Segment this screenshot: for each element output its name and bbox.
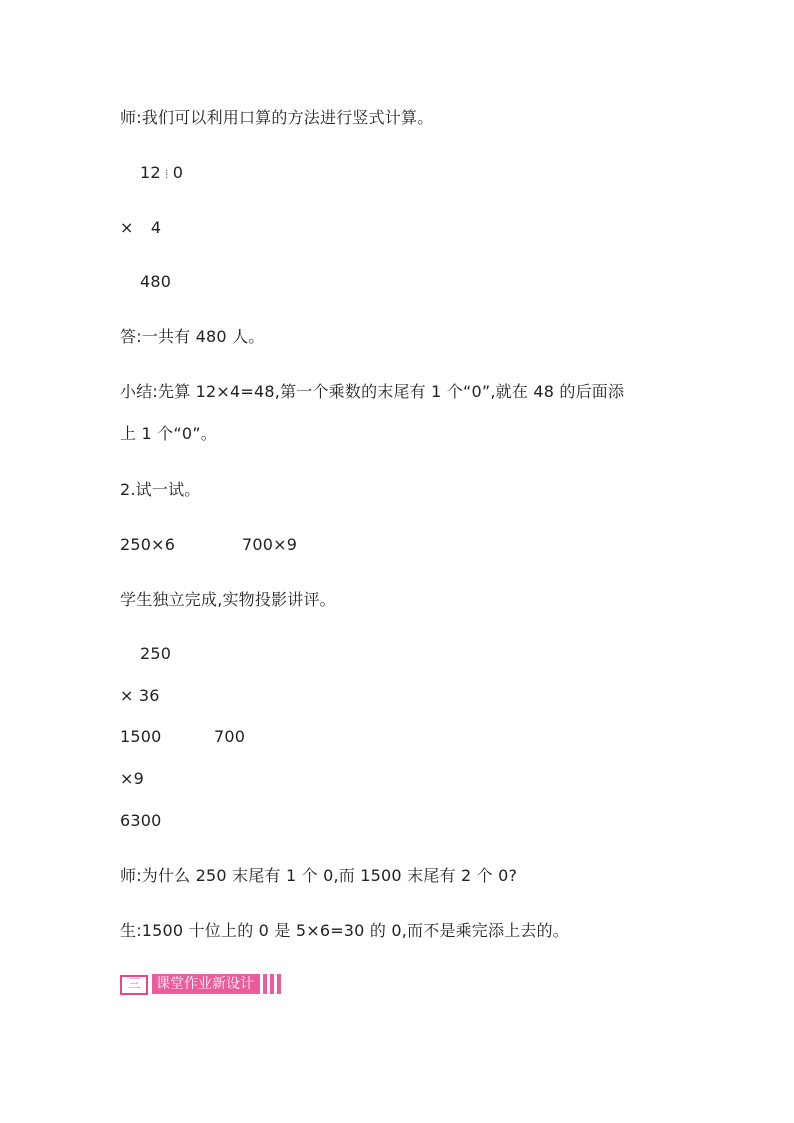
answer-line: 答:一共有 480 人。 xyxy=(120,327,265,346)
section-title: 课堂作业新设计 xyxy=(152,974,260,994)
summary-line-1: 小结:先算 12×4=48,第一个乘数的末尾有 1 个“0”,就在 48 的后面添 xyxy=(120,382,625,401)
banner-stripe xyxy=(263,974,267,994)
summary-line-2: 上 1 个“0”。 xyxy=(120,424,217,443)
try-exercise-1: 250×6 xyxy=(120,535,176,554)
vertical-calc-1-result: 480 xyxy=(140,272,172,291)
calc1-zero: 0 xyxy=(172,163,184,182)
teacher-statement: 师:我们可以利用口算的方法进行竖式计算。 xyxy=(120,108,434,127)
banner-stripe xyxy=(277,974,281,994)
calc1-digits: 12 xyxy=(140,163,161,182)
banner-stripe xyxy=(270,974,274,994)
vertical-calc-3-result: 6300 xyxy=(120,811,162,830)
vertical-calc-3-top: 700 xyxy=(214,727,246,746)
vertical-calc-2-multiplier: × 36 xyxy=(120,686,160,705)
dotted-separator: ⁞ xyxy=(164,167,169,181)
students-note: 学生独立完成,实物投影讲评。 xyxy=(120,590,336,609)
section-number-badge: 三 xyxy=(120,975,148,995)
teacher-question: 师:为什么 250 末尾有 1 个 0,而 1500 末尾有 2 个 0? xyxy=(120,866,518,885)
vertical-calc-3-multiplier: ×9 xyxy=(120,769,144,788)
vertical-calc-2-top: 250 xyxy=(140,644,172,663)
try-it-title: 2.试一试。 xyxy=(120,480,201,499)
section-banner xyxy=(120,974,281,994)
vertical-calc-1-top xyxy=(140,163,183,184)
try-exercise-2: 700×9 xyxy=(242,535,298,554)
vertical-calc-2-result: 1500 xyxy=(120,727,162,746)
student-answer: 生:1500 十位上的 0 是 5×6=30 的 0,而不是乘完添上去的。 xyxy=(120,921,570,940)
vertical-calc-1-multiplier: × 4 xyxy=(120,218,162,237)
